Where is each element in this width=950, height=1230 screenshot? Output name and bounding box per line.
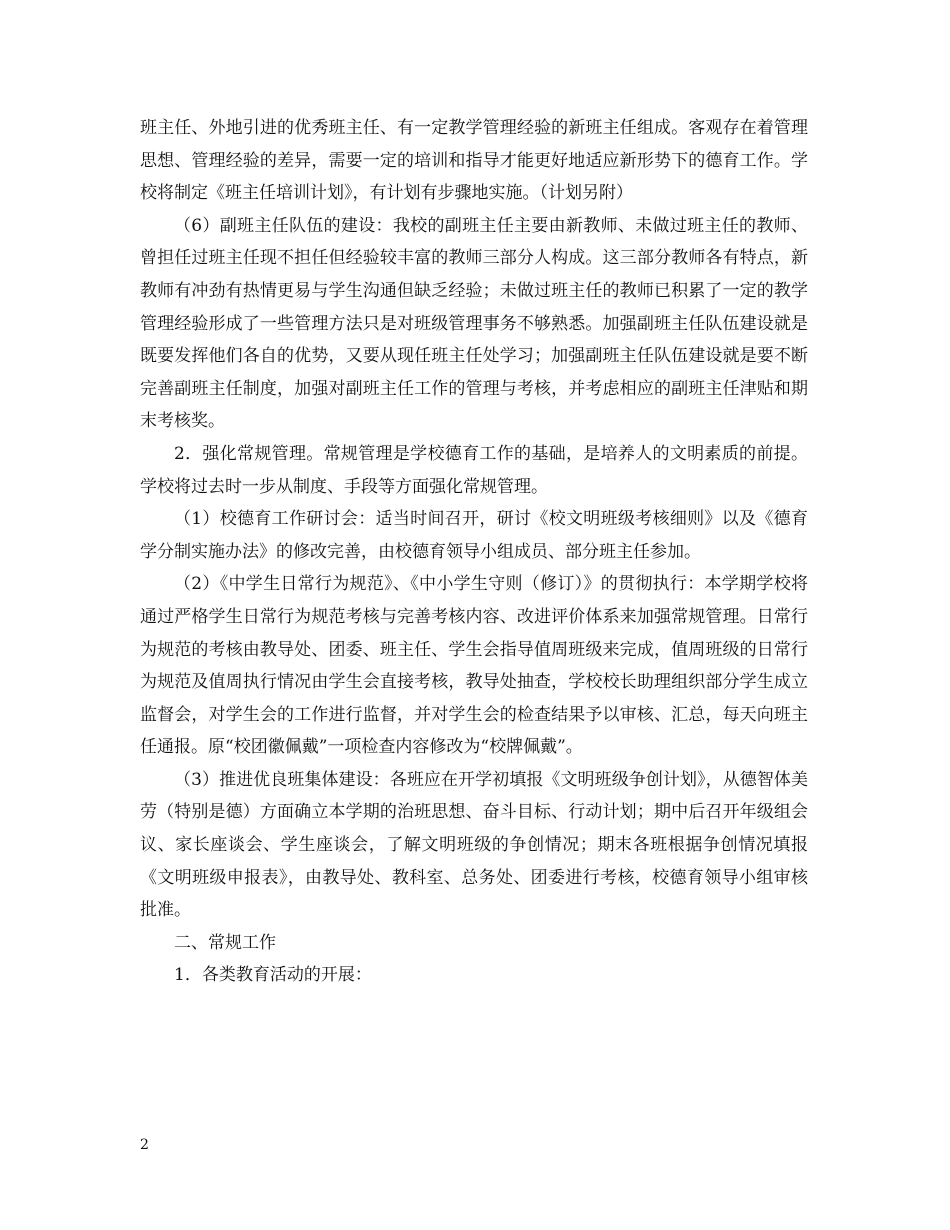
section-heading-routine-work: 二、常规工作 (174, 932, 276, 953)
paragraph-continuation: 班主任、外地引进的优秀班主任、有一定教学管理经验的新班主任组成。客观存在着管理思想、管理经验的差异，需要一定的培训和指导才能更好地适应新形势下的德育工作。学校将制定《班主任培训计划》，有计划有步骤地实施。（计划另附） (140, 118, 808, 204)
body-text (140, 112, 808, 992)
paragraph-code-of-conduct: （2）《中学生日常行为规范》、《中小学生守则（修订）》的贯彻执行：本学期学校将通过严格学生日常行为规范考核与完善考核内容、改进评价体系来加强常规管理。日常行为规范的考核由教导处、团委、班主任、学生会指导值周班级来完成，值周班级的日常行为规范及值周执行情况由学生会直接考核，教导处抽查，学校校长助理组织部分学生成立监督会，对学生会的工作进行监督，并对学生会的检查结果予以审核、汇总，每天向班主任通报。原“校团徽佩戴”一项检查内容修改为“校牌佩戴”。 (140, 574, 808, 758)
page-number: 2 (140, 1137, 149, 1153)
paragraph-excellent-class: （3）推进优良班集体建设：各班应在开学初填报《文明班级争创计划》，从德智体美劳（特别是德）方面确立本学期的治班思想、奋斗目标、行动计划；期中后召开年级组会议、家长座谈会、学生座谈会，了解文明班级的争创情况；期末各班根据争创情况填报《文明班级申报表》，由教导处、教科室、总务处、团委进行考核，校德育领导小组审核批准。 (140, 769, 808, 921)
paragraph-moral-education-seminar: （1）校德育工作研讨会：适当时间召开，研讨《校文明班级考核细则》以及《德育学分制实施办法》的修改完善，由校德育领导小组成员、部分班主任参加。 (140, 509, 808, 562)
subheading-education-activities: 1．各类教育活动的开展： (174, 965, 372, 986)
paragraph-vice-head-teacher-team: （6）副班主任队伍的建设：我校的副班主任主要由新教师、未做过班主任的教师、曾担任过班主任现不担任但经验较丰富的教师三部分人构成。这三部分教师各有特点，新教师有冲劲有热情更易与学生沟通但缺乏经验；未做过班主任的教师已积累了一定的教学管理经验形成了一些管理方法只是对班级管理事务不够熟悉。加强副班主任队伍建设就是既要发挥他们各自的优势，又要从现任班主任处学习；加强副班主任队伍建设就是要不断完善副班主任制度，加强对副班主任工作的管理与考核，并考虑相应的副班主任津贴和期末考核奖。 (140, 215, 808, 432)
paragraph-routine-management: 2．强化常规管理。常规管理是学校德育工作的基础，是培养人的文明素质的前提。学校将过去时一步从制度、手段等方面强化常规管理。 (140, 443, 808, 497)
